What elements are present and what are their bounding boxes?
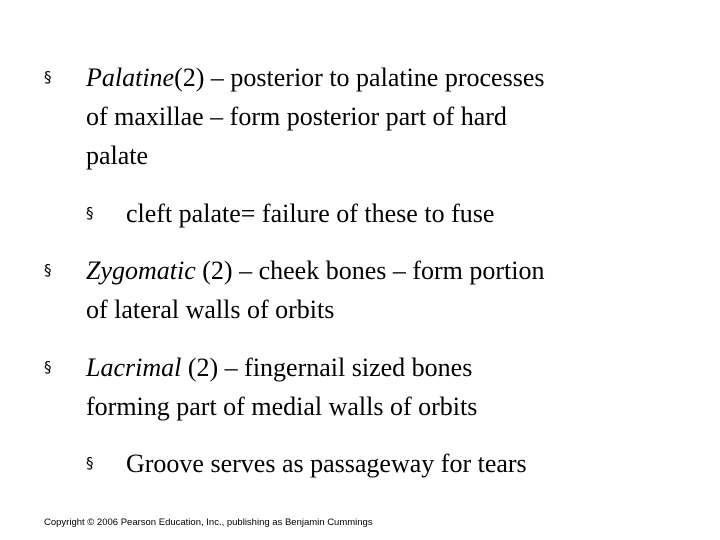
bullet-line: palate xyxy=(86,141,149,170)
bullet-line-text: (2) – cheek bones – form portion xyxy=(195,256,545,285)
bullet-marker: § xyxy=(44,358,52,376)
bullet-term: Lacrimal xyxy=(86,353,182,382)
bullet-line: forming part of medial walls of orbits xyxy=(86,392,478,421)
bullet-line-text: (2) – posterior to palatine processes xyxy=(174,63,545,92)
bullet-line-text: (2) – fingernail sized bones xyxy=(181,353,473,382)
bullet-marker: § xyxy=(86,454,94,472)
bullet-text xyxy=(126,444,527,483)
bullet-line xyxy=(86,348,477,387)
bullet-marker: § xyxy=(44,68,52,86)
bullet-term: Palatine xyxy=(86,63,175,92)
bullet-line: of maxillae – form posterior part of hard xyxy=(86,102,507,131)
bullet-line: Groove serves as passageway for tears xyxy=(126,449,527,478)
bullet-term: Zygomatic xyxy=(86,256,196,285)
copyright-footer: Copyright © 2006 Pearson Education, Inc., publishing as Benjamin Cummings xyxy=(44,517,373,528)
bullet-line xyxy=(86,251,545,290)
bullet-marker: § xyxy=(86,204,94,222)
bullet-text xyxy=(126,194,494,233)
bullet-line xyxy=(86,58,544,97)
bullet-text xyxy=(86,251,545,329)
bullet-marker: § xyxy=(44,261,52,279)
bullet-text xyxy=(86,348,477,426)
bullet-line: of lateral walls of orbits xyxy=(86,295,335,324)
bullet-line: cleft palate= failure of these to fuse xyxy=(126,199,495,228)
bullet-text xyxy=(86,58,544,175)
